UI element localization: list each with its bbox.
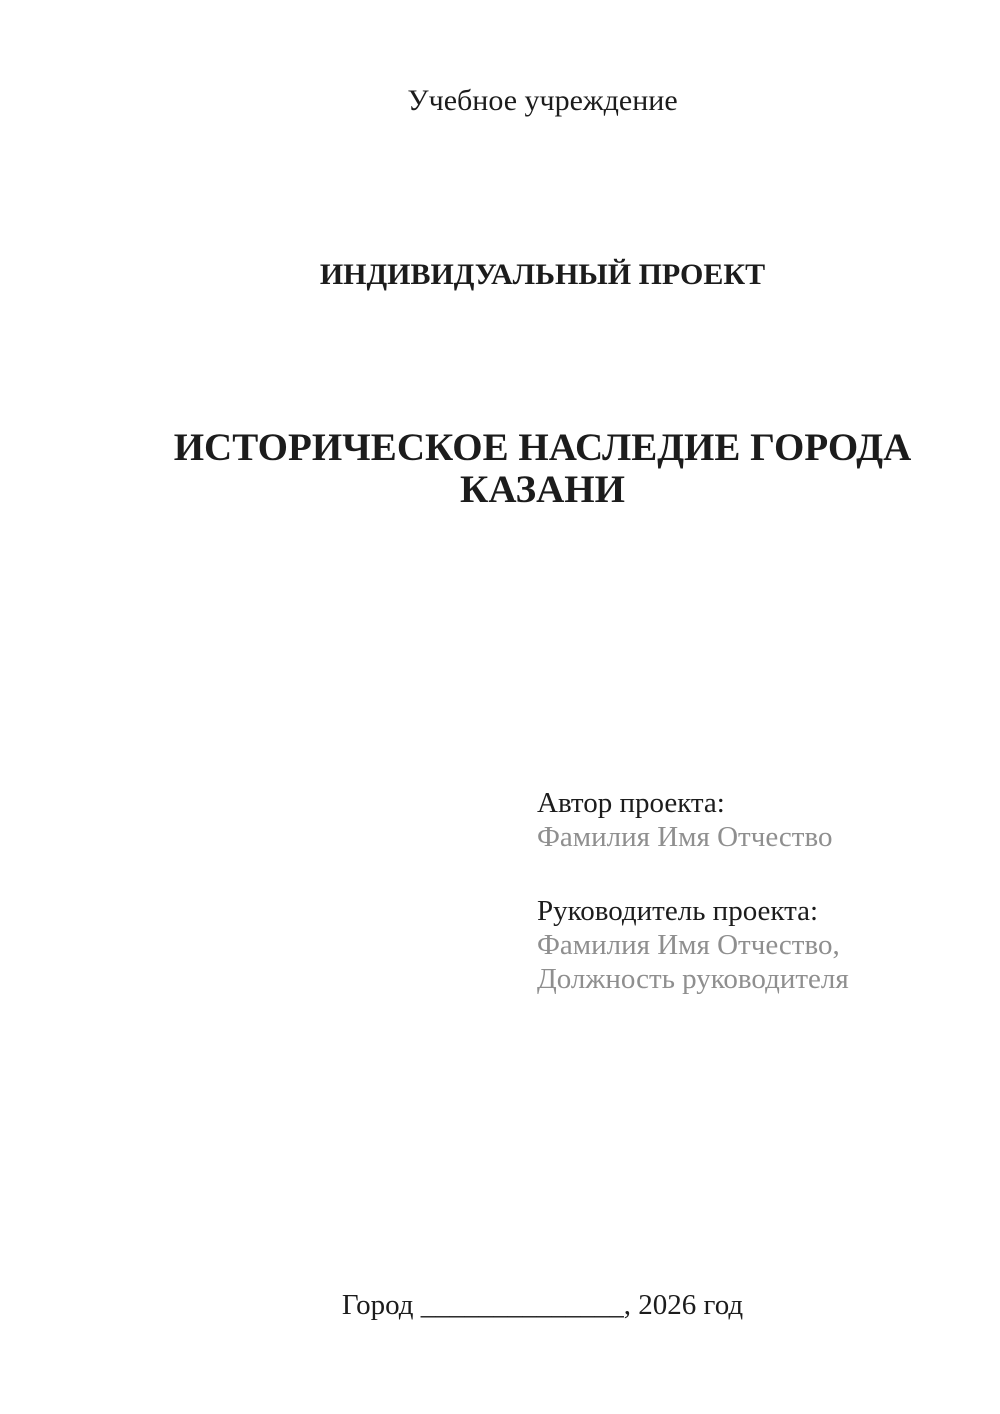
footer-line — [145, 1288, 940, 1322]
project-type-heading: ИНДИВИДУАЛЬНЫЙ ПРОЕКТ — [319, 258, 766, 291]
year-text: , 2026 год — [623, 1289, 744, 1321]
city-label: Город — [341, 1289, 414, 1321]
author-name-placeholder: Фамилия Имя Отчество — [537, 821, 833, 853]
supervisor-label: Руководитель проекта: — [537, 895, 819, 927]
institution-name: Учебное учреждение — [407, 84, 678, 117]
document-title: ИСТОРИЧЕСКОЕ НАСЛЕДИЕ ГОРОДА КАЗАНИ — [173, 426, 912, 511]
supervisor-block — [537, 894, 849, 996]
city-blank-underline: ______________ — [413, 1289, 624, 1321]
author-label: Автор проекта: — [537, 787, 725, 819]
supervisor-position-placeholder: Должность руководителя — [537, 963, 849, 995]
supervisor-name-placeholder: Фамилия Имя Отчество, — [537, 929, 840, 961]
author-block — [537, 786, 849, 854]
credits-block — [537, 786, 849, 996]
